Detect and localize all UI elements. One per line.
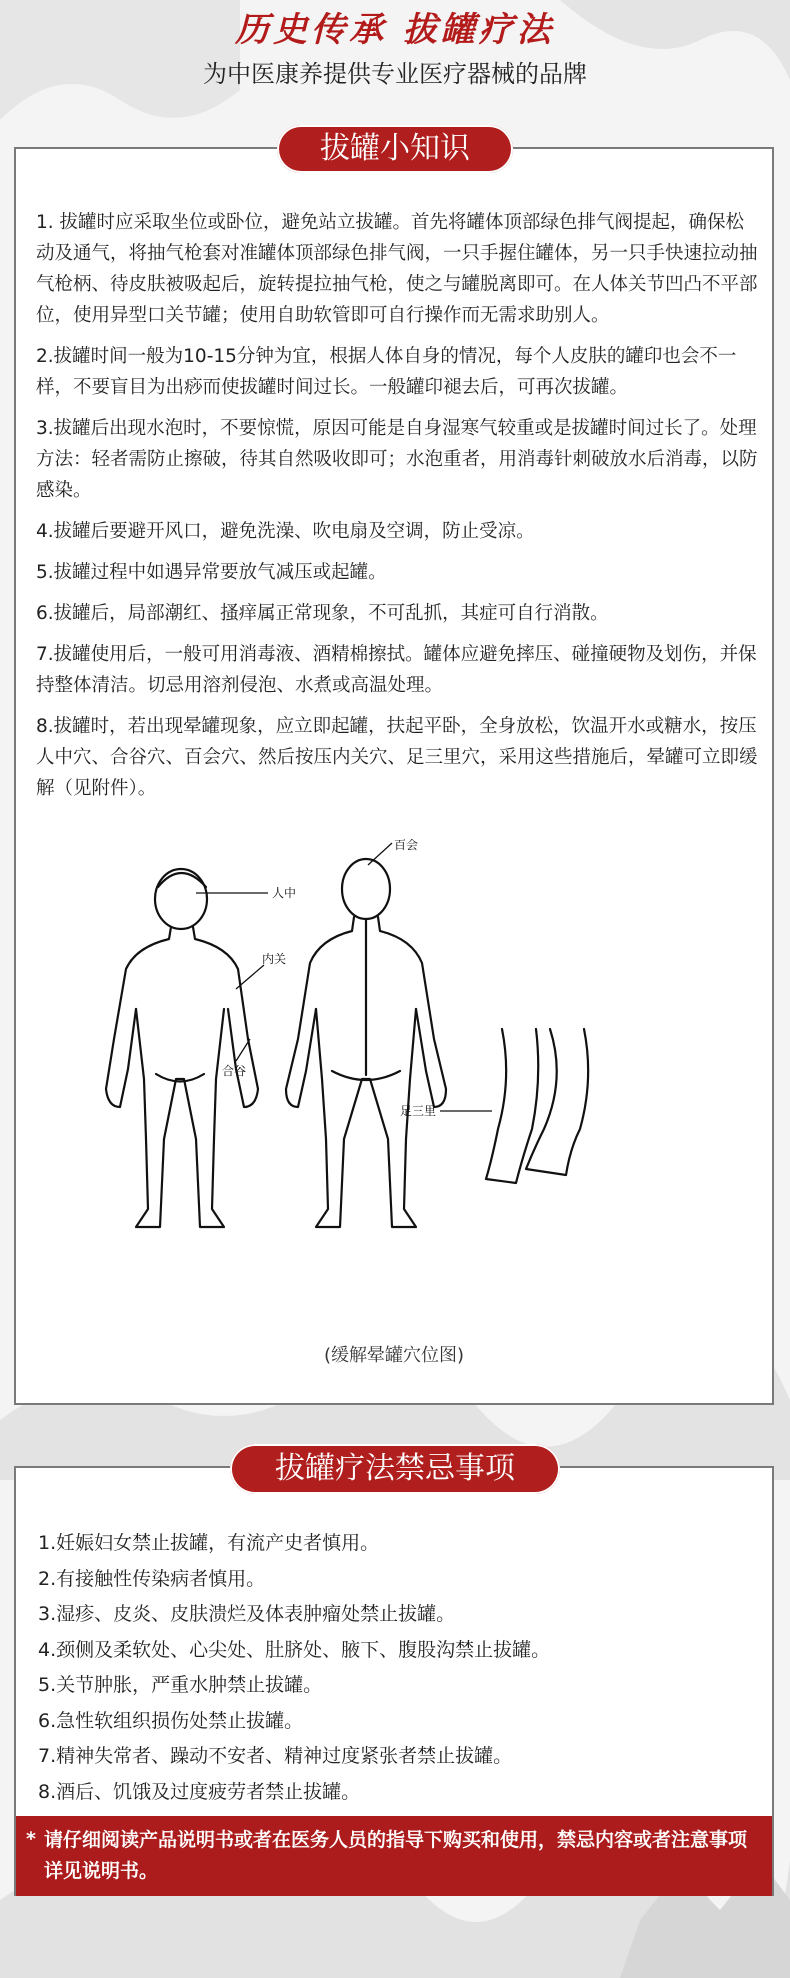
neiguan-label: 内关 (262, 952, 287, 966)
tip-item: 1. 拔罐时应采取坐位或卧位，避免站立拔罐。首先将罐体顶部绿色排气阀提起，确保松动及通气，将抽气枪套对准罐体顶部绿色排气阀，一只手握住罐体，另一只手快速拉动抽气枪柄、待皮肤被吸起后，旋转提拉抽气枪，使之与罐脱离即可。在人体关节凹凸不平部位，使用异型口关节罐；使用自助软管即可自行操作而无需求助别人。 (36, 212, 758, 326)
tip-item: 6.拔罐后，局部潮红、搔痒属正常现象，不可乱抓，其症可自行消散。 (36, 603, 609, 624)
tip-item: 2.拔罐时间一般为10-15分钟为宜，根据人体自身的情况，每个人皮肤的罐印也会不一样，不要盲目为出痧而使拔罐时间过长。一般罐印褪去后，可再次拔罐。 (36, 346, 737, 398)
contraindication-item: 3.湿疹、皮炎、皮肤溃烂及体表肿瘤处禁止拔罐。 (38, 1603, 456, 1625)
tip-item: 4.拔罐后要避开风口，避免洗澡、吹电扇及空调，防止受凉。 (36, 521, 535, 542)
page-title: 历史传承 拔罐疗法 (235, 10, 555, 50)
contraindication-item: 1.妊娠妇女禁止拔罐，有流产史者慎用。 (38, 1532, 380, 1554)
section-heading-tips: 拔罐小知识 (277, 125, 513, 173)
tip-item: 8.拔罐时，若出现晕罐现象，应立即起罐，扶起平卧，全身放松，饮温开水或糖水，按压人中穴、合谷穴、百会穴、然后按压内关穴、足三里穴，采用这些措施后，晕罐可立即缓解（见附件）。 (36, 716, 758, 799)
contraindication-item: 5.关节肿胀，严重水肿禁止拔罐。 (38, 1674, 323, 1696)
figure-caption: (缓解晕罐穴位图) (323, 1345, 465, 1366)
contraindication-item: 8.酒后、饥饿及过度疲劳者禁止拔罐。 (38, 1780, 361, 1803)
contraindication-item: 4.颈侧及柔软处、心尖处、肚脐处、腋下、腹股沟禁止拔罐。 (38, 1638, 551, 1661)
baihui-leader (368, 843, 392, 865)
tip-item: 3.拔罐后出现水泡时，不要惊慌，原因可能是自身湿寒气较重或是拔罐时间过长了。处理方法：轻者需防止擦破，待其自然吸收即可；水泡重者，用消毒针刺破放水后消毒，以防感染。 (36, 418, 758, 501)
zusanli-label: 足三里 (400, 1104, 437, 1118)
tip-item: 7.拔罐使用后，一般可用消毒液、酒精棉擦拭。罐体应避免摔压、碰撞硬物及划伤，并保持整体清洁。切忌用溶剂侵泡、水煮或高温处理。 (36, 644, 757, 696)
contraindication-item: 6.急性软组织损伤处禁止拔罐。 (38, 1709, 304, 1732)
tips-list (36, 207, 758, 814)
renzhong-label: 人中 (272, 886, 297, 900)
contraindications-list (38, 1526, 758, 1810)
contraindication-item: 7.精神失常者、躁动不安者、精神过度紧张者禁止拔罐。 (38, 1745, 513, 1767)
hegu-leader (236, 1039, 250, 1061)
warning-banner (16, 1816, 772, 1896)
baihui-label: 百会 (394, 839, 419, 852)
contraindications-panel (14, 1466, 774, 1896)
asterisk-icon: * (26, 1828, 36, 1850)
section-heading-contraindications: 拔罐疗法禁忌事项 (230, 1444, 560, 1494)
tip-item: 5.拔罐过程中如遇异常要放气减压或起罐。 (36, 562, 387, 583)
acupoint-diagram (36, 839, 756, 1239)
warning-text: 请仔细阅读产品说明书或者在医务人员的指导下购买和使用，禁忌内容或者注意事项详见说明书。 (44, 1829, 748, 1882)
hegu-label: 合谷 (222, 1064, 247, 1078)
brand-subtitle: 为中医康养提供专业医疗器械的品牌 (203, 60, 587, 88)
contraindication-item: 2.有接触性传染病者慎用。 (38, 1567, 266, 1590)
cupping-tips-panel (14, 147, 774, 1405)
